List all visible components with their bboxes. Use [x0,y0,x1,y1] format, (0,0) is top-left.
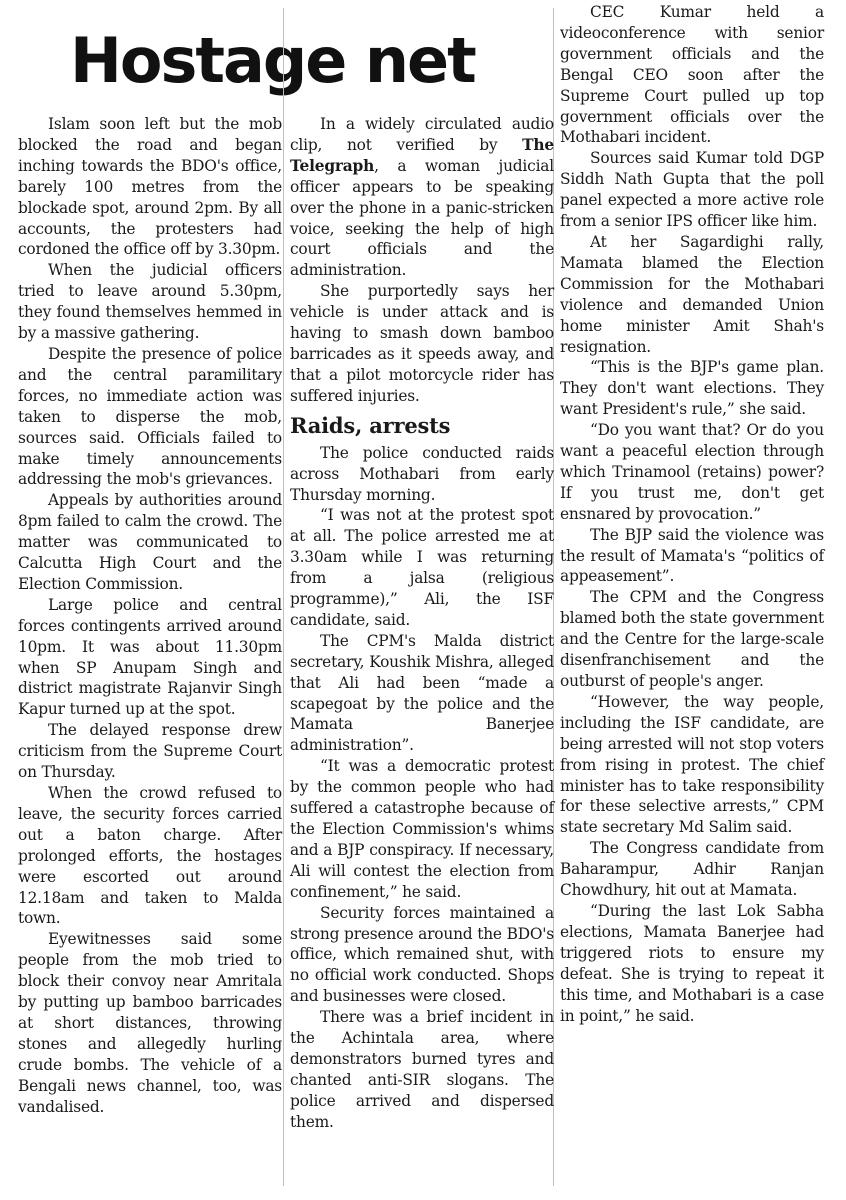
article-column-3 [560,2,824,1026]
subheading: Raids, arrests [290,412,451,438]
paragraph: “During the last Lok Sabha elections, Mamata Banerjee had triggered riots to ensure my defeat. She is trying to repeat it this time, and Mothabari is a case in point,” he said. [560,901,824,1025]
paragraph: At her Sagardighi rally, Mamata blamed the Election Commission for the Mothabari violence and demanded Union home minister Amit Shah's resignation. [560,232,824,356]
headline: Hostage net [70,24,475,97]
paragraph: Despite the presence of police and the central paramilitary forces, no immediate action was taken to disperse the mob, sources said. Officials failed to make timely announcements addressing the mob's grievances. [18,344,282,489]
paragraph: When the crowd refused to leave, the security forces carried out a baton charge. After prolonged efforts, the hostages were escorted out around 12.18am and taken to Malda town. [18,784,282,928]
paragraph: Large police and central forces contingents arrived around 10pm. It was about 11.30pm when SP Anupam Singh and district magistrate Rajanvir Singh Kapur turned up at the spot. [18,595,282,719]
paragraph: “I was not at the protest spot at all. The police arrested me at 3.30am while I was returning from a jalsa (religious programme),” Ali, the ISF candidate, said. [290,506,554,629]
paragraph: “It was a democratic protest by the common people who had suffered a catastrophe because of the Election Commission's whims and a BJP conspiracy. If necessary, Ali will contest the election from confinement,” he said. [290,757,554,901]
paragraph: The BJP said the violence was the result of Mamata's “politics of appeasement”. [560,525,824,586]
column-rule [283,8,284,1186]
paragraph: There was a brief incident in the Achintala area, where demonstrators burned tyres and chanted anti-SIR slogans. The police arrived and dispersed them. [290,1008,554,1131]
paragraph: She purportedly says her vehicle is under attack and is having to smash down bamboo barricades as it speeds away, and that a pilot motorcycle rider has suffered injuries. [290,282,554,405]
paragraph: When the judicial officers tried to leave around 5.30pm, they found themselves hemmed in by a massive gathering. [18,261,282,343]
paragraph: In a widely circulated audio clip, not verified by The Telegraph, a woman judicial officer appears to be speaking over the phone in a panic-stricken voice, seeking the help of high court officials and the administration. [290,115,554,280]
paragraph: “This is the BJP's game plan. They don't want elections. They want President's rule,” she said. [560,358,824,419]
paragraph: Security forces maintained a strong presence around the BDO's office, which remained shut, with no official work conducted. Shops and businesses were closed. [290,903,554,1006]
article-column-1 [18,114,282,1118]
paragraph: The CPM and the Congress blamed both the state government and the Centre for the large-scale disenfranchisement and the outburst of people's anger. [560,588,824,690]
article-column-2 [290,114,554,1133]
paragraph: “Do you want that? Or do you want a peaceful election through which Trinamool (retains) power? If you trust me, don't get ensnared by provocation.” [560,421,824,523]
paragraph: The CPM's Malda district secretary, Koushik Mishra, alleged that Ali had been “made a scapegoat by the police and the Mamata Banerjee administration”. [290,631,554,755]
paragraph: The police conducted raids across Mothabari from early Thursday morning. [290,443,554,504]
paragraph: Islam soon left but the mob blocked the road and began inching towards the BDO's office, barely 100 metres from the blockade spot, around 2pm. By all accounts, the protesters had cordoned the office off by 3.30pm. [18,115,282,259]
paragraph: Sources said Kumar told DGP Siddh Nath Gupta that the poll panel expected a more active role from a senior IPS officer like him. [560,149,824,231]
paragraph: The delayed response drew criticism from the Supreme Court on Thursday. [18,721,282,782]
paragraph: CEC Kumar held a videoconference with senior government officials and the Bengal CEO soon after the Supreme Court pulled up top government officials over the Mothabari incident. [560,3,824,147]
paragraph: The Congress candidate from Baharampur, Adhir Ranjan Chowdhury, hit out at Mamata. [560,839,824,900]
publication-name: The Telegraph [290,135,554,175]
paragraph: Eyewitnesses said some people from the mob tried to block their convoy near Amritala by putting up bamboo barricades at short distances, throwing stones and allegedly hurling crude bombs. The vehicle of a Bengali news channel, too, was vandalised. [18,930,282,1116]
paragraph: Appeals by authorities around 8pm failed to calm the crowd. The matter was communicated to Calcutta High Court and the Election Commission. [18,491,282,593]
paragraph: “However, the way people, including the ISF candidate, are being arrested will not stop voters from rising in protest. The chief minister has to take responsibility for these selective arrests,” CPM state secretary Md Salim said. [560,692,824,837]
